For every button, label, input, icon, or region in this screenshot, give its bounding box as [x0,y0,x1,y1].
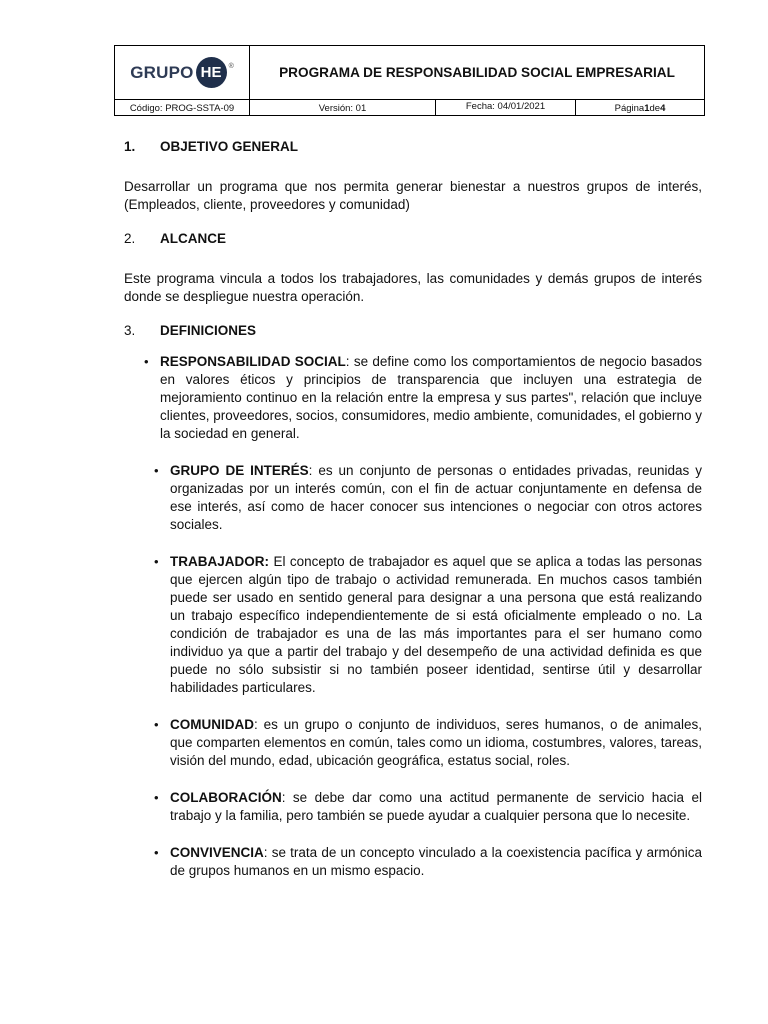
definition-term: CONVIVENCIA [170,845,264,860]
bullet-icon: • [154,717,159,732]
logo-cell [115,46,250,99]
definition-term: COLABORACIÓN [170,790,282,805]
definition-text: : se trata de un concepto vinculado a la coexistencia pacífica y armónica de grupos humanos en un mismo espacio. [170,845,702,878]
definition-term: RESPONSABILIDAD SOCIAL [160,354,346,369]
section-title: OBJETIVO GENERAL [160,139,299,154]
definition-term: TRABAJADOR: [170,554,269,569]
bullet-icon: • [144,354,149,369]
section-title: DEFINICIONES [160,323,257,338]
definition-text: : se debe dar como una actitud permanente de servicio hacia el trabajo y la familia, pero también se puede ayudar a cualquier persona que lo necesite. [170,790,702,823]
section-heading-objetivo [124,138,702,156]
bullet-icon: • [154,790,159,805]
document-header [114,45,705,116]
page-indicator [576,100,704,116]
definition-text: : se define como los comportamientos de negocio basados en valores éticos y principios de transparencia que incluyen una estrategia de mejoramiento continuo en la relación entre la empresa y sus partes", relación que incluye clientes, proveedores, socios, consumidores, medio ambiente, comunidades, el gobierno y la sociedad en general. [160,354,702,441]
bullet-icon: • [154,463,159,478]
definition-text: El concepto de trabajador es aquel que se aplica a todas las personas que ejercen algún tipo de trabajo o actividad remunerada. En muchos casos también puede ser usado en sentido general para designar a una persona que está realizando un trabajo específico independientemente de si está oficialmente empleado o no. La condición de trabajador es una de las más importantes para el ser humano como individuo ya que a partir del trabajo y del desempeño de una actividad definida es que puede no sólo subsistir si no también poseer identidad, sentirse útil y desarrollar habilidades particulares. [170,554,702,695]
document-body [124,138,702,880]
definition-item [154,462,702,534]
document-code: Código: PROG-SSTA-09 [115,100,250,116]
section-text-objetivo: Desarrollar un programa que nos permita generar bienestar a nuestros grupos de interés, (Empleados, cliente, proveedores y comunidad) [124,179,702,212]
document-title: PROGRAMA DE RESPONSABILIDAD SOCIAL EMPRESARIAL [279,65,675,80]
document-date: Fecha: 04/01/2021 [436,100,576,116]
definition-item [154,553,702,697]
section-number: 3. [124,323,136,338]
page-prefix: Página [614,102,645,114]
section-text-alcance: Este programa vincula a todos los trabajadores, las comunidades y demás grupos de interés donde se despliegue nuestra operación. [124,271,702,304]
definitions-list [124,353,702,880]
page-number: 1 [644,102,650,114]
bullet-icon: • [154,845,159,860]
page-mid: de [649,102,661,114]
section-heading-alcance [124,230,702,248]
logo-text: GRUPO [130,62,194,82]
definition-term: COMUNIDAD [170,717,254,732]
page-total: 4 [660,102,666,114]
company-logo [130,57,234,88]
definition-item [154,789,702,825]
definition-text: : es un conjunto de personas o entidades privadas, reunidas y organizadas por un interés común, con el fin de actuar conjuntamente en defensa de ese interés, así como de hacer conocer sus intenciones o negociar con otros actores sociales. [170,463,702,532]
section-number: 2. [124,231,136,246]
logo-mark: HE [196,57,227,88]
section-heading-definiciones [124,322,702,340]
registered-mark: ® [228,63,234,70]
definition-term: GRUPO DE INTERÉS [170,463,309,478]
definition-item [144,353,702,443]
header-meta-row [115,100,704,116]
bullet-icon: • [154,554,159,569]
document-version: Versión: 01 [250,100,436,116]
header-top-row [115,46,704,100]
section-number: 1. [124,139,136,154]
definition-text: : es un grupo o conjunto de individuos, seres humanos, o de animales, que comparten elementos en común, tales como un idioma, costumbres, valores, tareas, visión del mundo, edad, ubicación geográfica, estatus social, roles. [170,717,702,768]
definition-item [154,844,702,880]
section-title: ALCANCE [160,231,226,246]
definition-item [154,716,702,770]
